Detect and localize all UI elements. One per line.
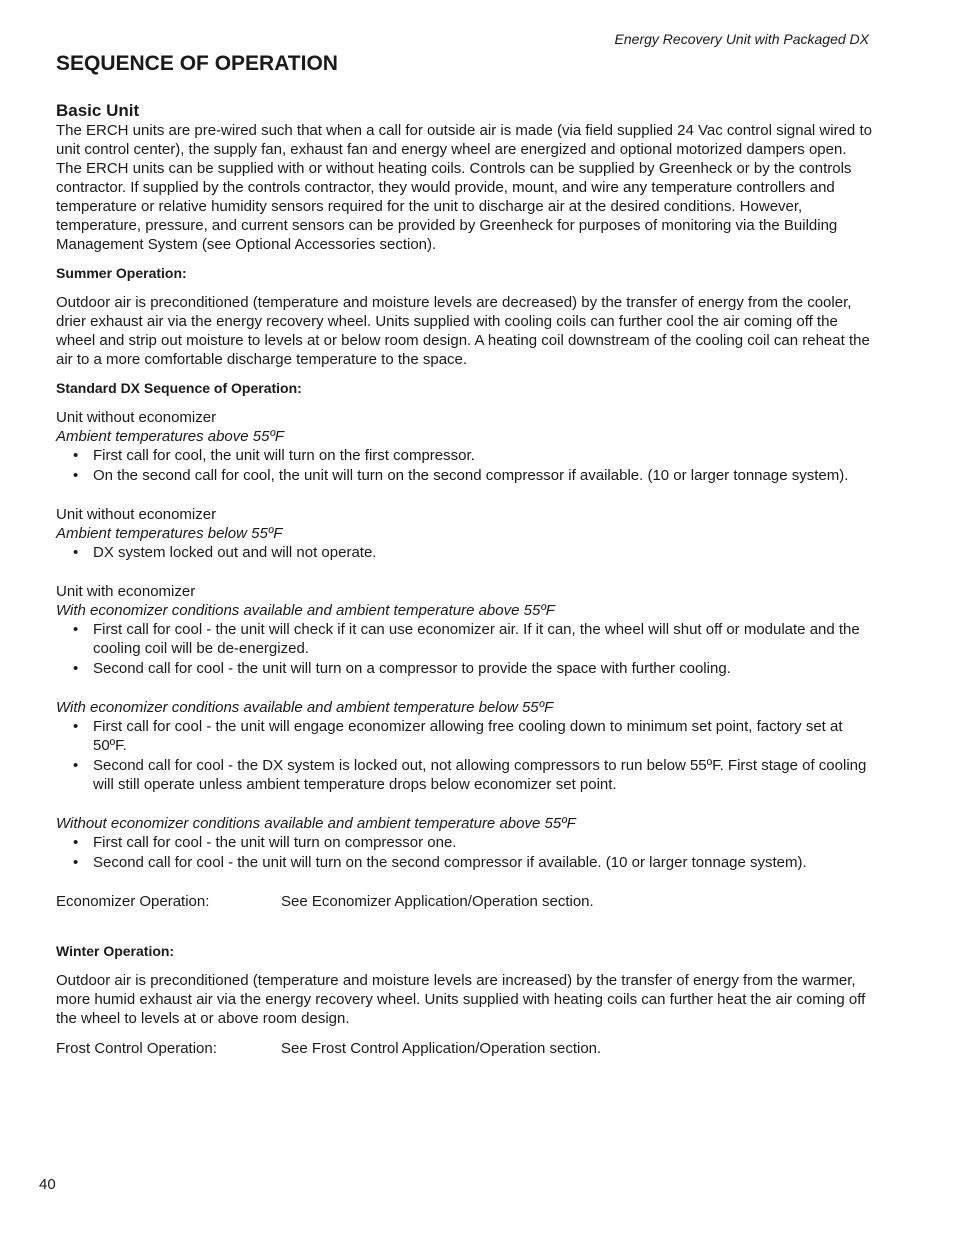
- frost-label: Frost Control Operation:: [56, 1040, 217, 1057]
- list-item: • On the second call for cool, the unit will turn on the second compressor if available. (10 or larger tonnage system).: [56, 466, 876, 485]
- block-condition: Without economizer conditions available and ambient temperature above 55ºF: [56, 815, 576, 832]
- economizer-label: Economizer Operation:: [56, 893, 210, 910]
- block-label: Unit without economizer: [56, 409, 217, 426]
- dx-block-2: [56, 505, 876, 562]
- summer-paragraph: Outdoor air is preconditioned (temperature and moisture levels are decreased) by the transfer of energy from the cooler, drier exhaust air via the energy recovery wheel. Units supplied with cooling coils can further cool the air coming off the wheel and strip out moisture to levels at or below room design. A heating coil downstream of the cooling coil can reheat the air to a more comfortable discharge temperature to the space.: [56, 294, 870, 368]
- list-item: • Second call for cool - the unit will turn on the second compressor if available. (10 or larger tonnage system).: [56, 853, 876, 872]
- summer-heading: Summer Operation:: [56, 265, 187, 281]
- bullet-list: [56, 717, 876, 794]
- dx-block-3: [56, 582, 876, 678]
- bullet-list: [56, 833, 876, 872]
- winter-heading: Winter Operation:: [56, 943, 175, 959]
- basic-unit-paragraph: The ERCH units are pre-wired such that when a call for outside air is made (via field supplied 24 Vac control signal wired to unit control center), the supply fan, exhaust fan and energy wheel are energized and optional motorized dampers open. The ERCH units can be supplied with or without heating coils. Controls can be supplied by Greenheck or by the controls contractor. If supplied by the controls contractor, they would provide, mount, and wire any temperature controllers and temperature or relative humidity sensors required for the unit to discharge air at the desired conditions. However, temperature, pressure, and current sensors can be provided by Greenheck for purposes of monitoring via the Building Management System (see Optional Accessories section).: [56, 122, 872, 253]
- frost-row: [56, 1039, 876, 1058]
- winter-paragraph: Outdoor air is preconditioned (temperature and moisture levels are increased) by the transfer of energy from the warmer, more humid exhaust air via the energy recovery wheel. Units supplied with heating coils can further heat the air coming off the wheel to levels at or above room design.: [56, 972, 866, 1027]
- list-item: • Second call for cool - the DX system is locked out, not allowing compressors to run below 55ºF. First stage of cooling will still operate unless ambient temperature drops below economizer set point.: [56, 756, 876, 794]
- block-label: Unit with economizer: [56, 583, 196, 600]
- dx-block-4: [56, 698, 876, 794]
- dx-heading: Standard DX Sequence of Operation:: [56, 380, 302, 396]
- economizer-reference: See Economizer Application/Operation section.: [281, 893, 594, 910]
- bullet-list: [56, 446, 876, 485]
- block-condition: Ambient temperatures below 55ºF: [56, 525, 283, 542]
- economizer-row: [56, 892, 876, 911]
- bullet-list: [56, 543, 876, 562]
- list-item: • First call for cool, the unit will turn on the first compressor.: [56, 446, 876, 465]
- bullet-list: [56, 620, 876, 678]
- block-condition: Ambient temperatures above 55ºF: [56, 428, 285, 445]
- page-title: SEQUENCE OF OPERATION: [56, 52, 338, 75]
- document-header: Energy Recovery Unit with Packaged DX: [614, 31, 869, 47]
- list-item: • DX system locked out and will not operate.: [56, 543, 876, 562]
- dx-block-5: [56, 814, 876, 872]
- block-condition: With economizer conditions available and ambient temperature below 55ºF: [56, 699, 554, 716]
- page-number: 40: [39, 1176, 56, 1193]
- list-item: • Second call for cool - the unit will turn on a compressor to provide the space with further cooling.: [56, 659, 876, 678]
- page-content: [56, 51, 876, 1058]
- block-condition: With economizer conditions available and ambient temperature above 55ºF: [56, 602, 555, 619]
- dx-block-1: [56, 408, 876, 485]
- block-label: Unit without economizer: [56, 506, 217, 523]
- list-item: • First call for cool - the unit will check if it can use economizer air. If it can, the wheel will shut off or modulate and the cooling coil will be de-energized.: [56, 620, 876, 658]
- list-item: • First call for cool - the unit will turn on compressor one.: [56, 833, 876, 852]
- list-item: • First call for cool - the unit will engage economizer allowing free cooling down to minimum set point, factory set at 50ºF.: [56, 717, 876, 755]
- basic-unit-heading: Basic Unit: [56, 101, 140, 120]
- frost-reference: See Frost Control Application/Operation section.: [281, 1040, 602, 1057]
